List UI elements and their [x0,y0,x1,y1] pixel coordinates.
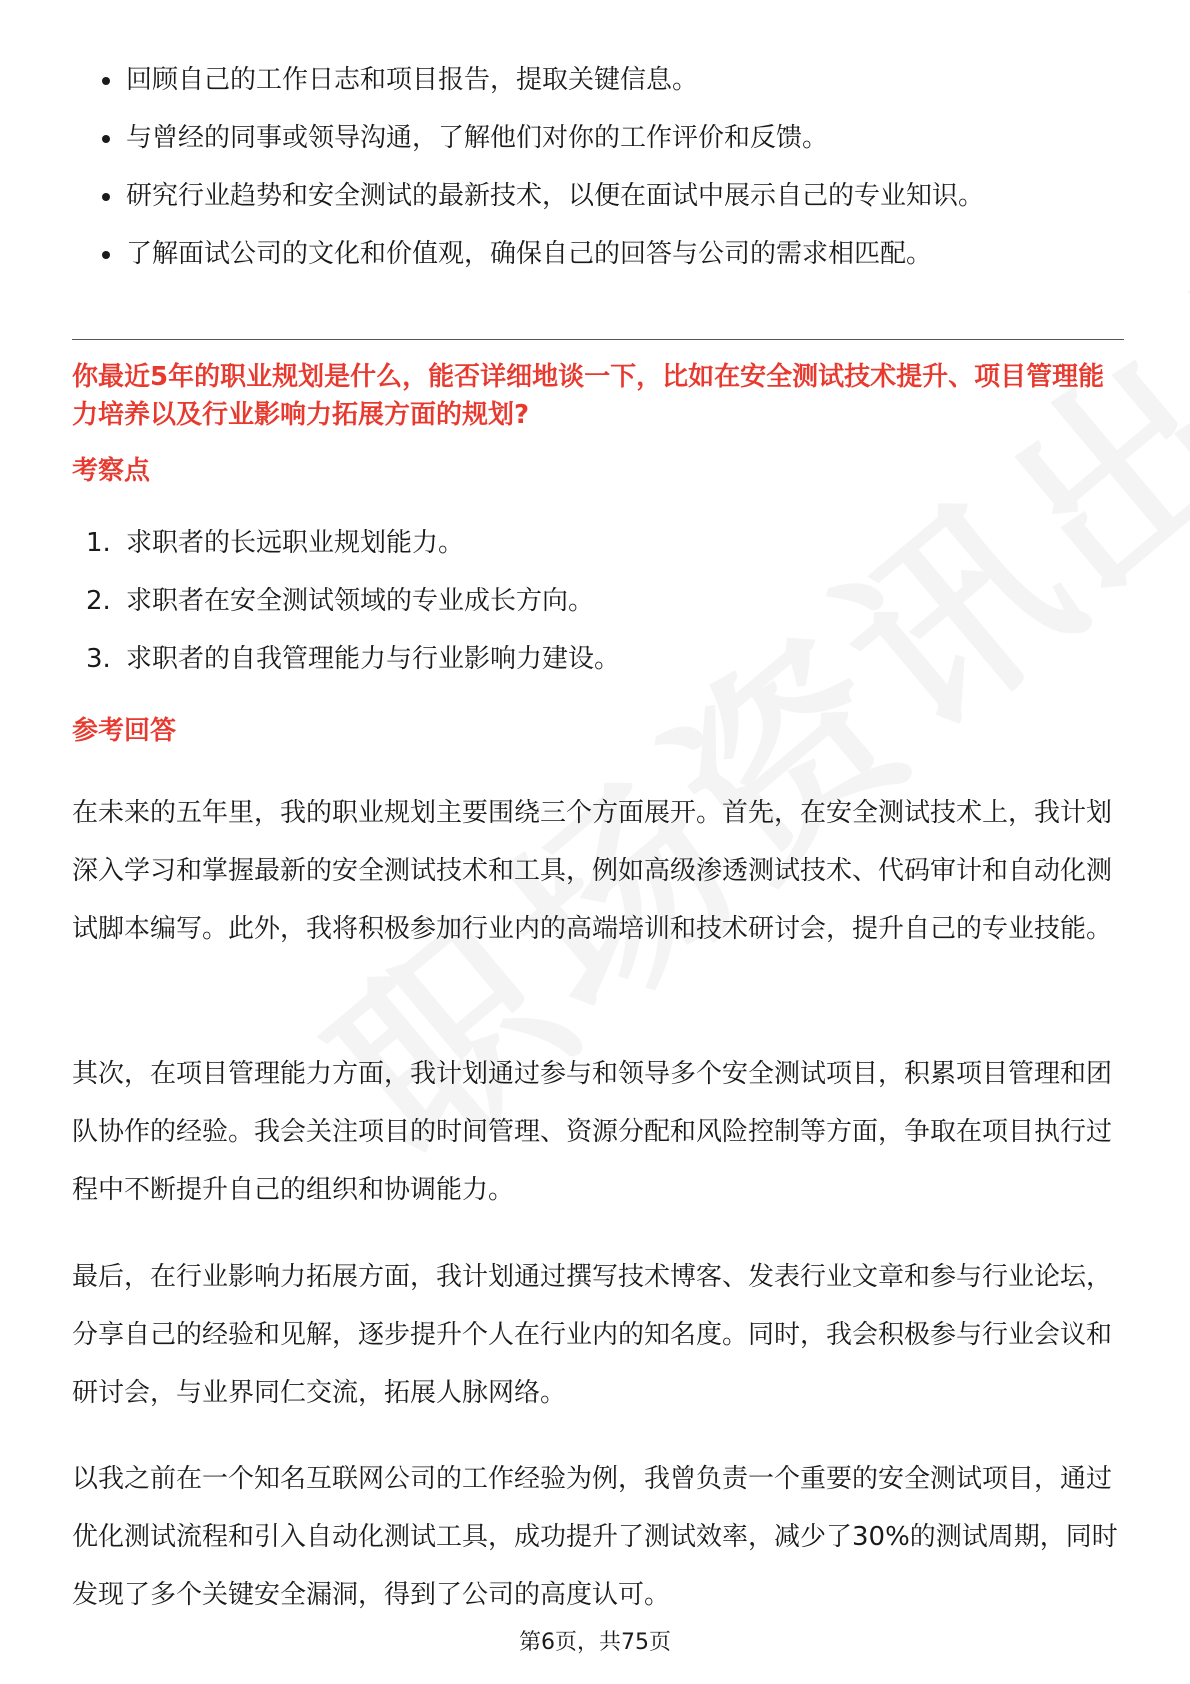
answer-title: 参考回答 [72,716,177,746]
list-item [72,641,1124,677]
interview-question: 你最近5年的职业规划是什么，能否详细地谈一下，比如在安全测试技术提升、项目管理能力培养以及行业影响力拓展方面的规划? [72,362,1105,430]
answer-paragraph-4: 以我之前在一个知名互联网公司的工作经验为例，我曾负责一个重要的安全测试项目，通过优化测试流程和引入自动化测试工具，成功提升了测试效率，减少了30%的测试周期，同时发现了多个关键安全漏洞，得到了公司的高度认可。 [72,1464,1118,1610]
bullet-text: 与曾经的同事或领导沟通，了解他们对你的工作评价和反馈。 [126,123,829,153]
page-footer: 第6页，共75页 [519,1630,671,1655]
item-text: 求职者在安全测试领域的专业成长方向。 [126,586,595,616]
bullet-text: 回顾自己的工作日志和项目报告，提取关键信息。 [126,65,699,95]
bullet-dot-icon [102,77,110,85]
bullet-text: 研究行业趋势和安全测试的最新技术，以便在面试中展示自己的专业知识。 [126,181,985,211]
list-item [72,525,1124,561]
bullet-dot-icon [102,251,110,259]
item-text: 求职者的自我管理能力与行业影响力建设。 [126,644,621,674]
item-text: 求职者的长远职业规划能力。 [126,528,465,558]
list-item [72,178,1124,214]
item-number: 1. [86,528,111,558]
list-item [72,236,1124,272]
answer-paragraph-1: 在未来的五年里，我的职业规划主要围绕三个方面展开。首先，在安全测试技术上，我计划深入学习和掌握最新的安全测试技术和工具，例如高级渗透测试技术、代码审计和自动化测试脚本编写。此外，我将积极参加行业内的高端培训和技术研讨会，提升自己的专业技能。 [72,798,1113,944]
item-number: 3. [86,644,111,674]
bullet-dot-icon [102,193,110,201]
exam-points-title: 考察点 [72,456,151,486]
list-item [72,120,1124,156]
prep-bullet-list [72,62,1124,294]
list-item [72,62,1124,98]
bullet-dot-icon [102,135,110,143]
answer-paragraph-3: 最后，在行业影响力拓展方面，我计划通过撰写技术博客、发表行业文章和参与行业论坛，分享自己的经验和见解，逐步提升个人在行业内的知名度。同时，我会积极参与行业会议和研讨会，与业界同仁交流，拓展人脉网络。 [72,1262,1113,1408]
bullet-text: 了解面试公司的文化和价值观，确保自己的回答与公司的需求相匹配。 [126,239,933,269]
exam-points-list [72,525,1124,699]
section-divider [72,339,1124,340]
item-number: 2. [86,586,111,616]
list-item [72,583,1124,619]
answer-paragraph-2: 其次，在项目管理能力方面，我计划通过参与和领导多个安全测试项目，积累项目管理和团队协作的经验。我会关注项目的时间管理、资源分配和风险控制等方面，争取在项目执行过程中不断提升自己的组织和协调能力。 [72,1059,1113,1205]
